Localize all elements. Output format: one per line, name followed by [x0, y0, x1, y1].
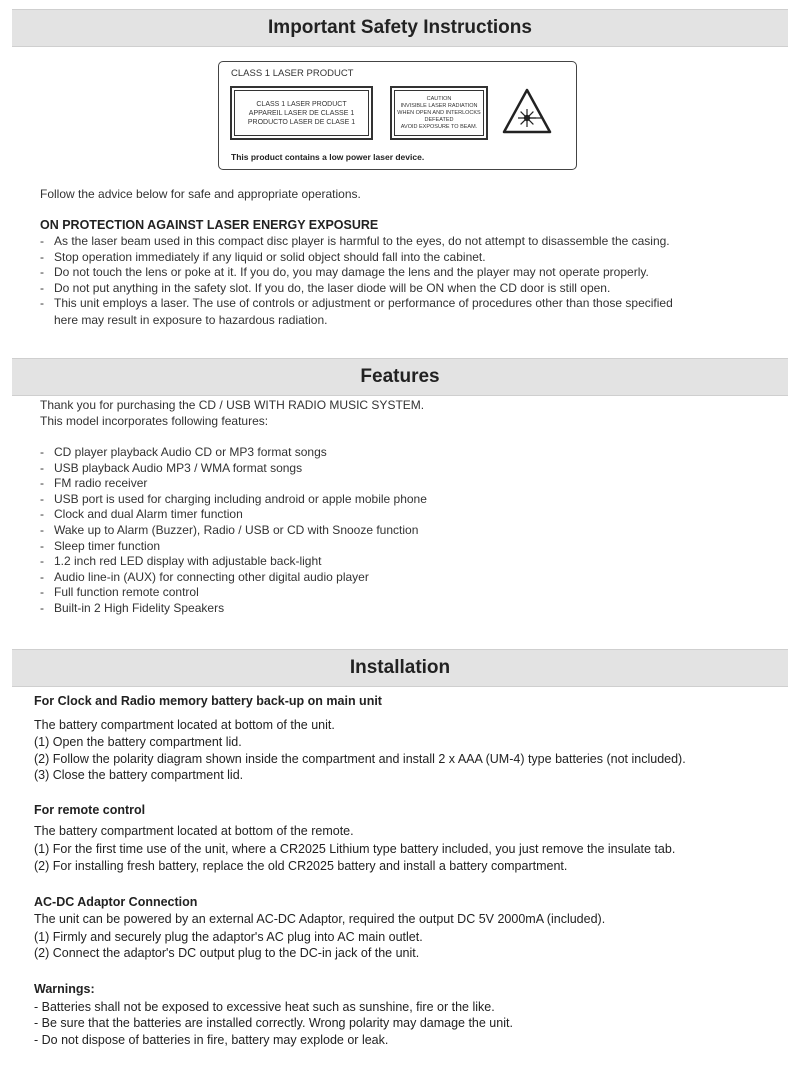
install-line: (1) For the first time use of the unit, where a CR2025 Lithium type battery included, you just remove the insulate tab. — [34, 842, 676, 856]
features-intro-2: This model incorporates following features: — [40, 414, 269, 428]
feature-item: - CD player playback Audio CD or MP3 format songs — [38, 445, 427, 461]
caution-line: AVOID EXPOSURE TO BEAM. — [400, 123, 478, 130]
laser-protection-heading: ON PROTECTION AGAINST LASER ENERGY EXPOSURE — [40, 218, 379, 232]
install-line: The battery compartment located at bottom of the unit. — [34, 718, 335, 732]
install-line: (1) Open the battery compartment lid. — [34, 735, 242, 749]
laser-protection-list — [38, 234, 673, 312]
caution-line: WHEN OPEN AND INTERLOCKS — [397, 109, 481, 116]
install-line: The unit can be powered by an external AC-DC Adaptor, required the output DC 5V 2000mA (included). — [34, 912, 606, 926]
features-list — [38, 445, 427, 617]
features-title: Features — [360, 366, 440, 387]
label-top-text: CLASS 1 LASER PRODUCT — [231, 68, 354, 79]
warnings-heading: Warnings: — [34, 982, 95, 996]
adaptor-heading: AC-DC Adaptor Connection — [34, 895, 198, 909]
class1-line: CLASS 1 LASER PRODUCT — [256, 100, 347, 108]
installation-title: Installation — [349, 657, 451, 678]
install-line: (3) Close the battery compartment lid. — [34, 768, 244, 782]
feature-item: - Audio line-in (AUX) for connecting other digital audio player — [38, 570, 427, 586]
safety-section-header — [12, 9, 788, 47]
laser-warning-icon — [502, 88, 552, 134]
feature-item: - Built-in 2 High Fidelity Speakers — [38, 601, 427, 617]
laser-product-label — [218, 61, 577, 170]
list-item: - As the laser beam used in this compact disc player is harmful to the eyes, do not attempt to disassemble the casing. — [38, 234, 673, 250]
feature-item: - Sleep timer function — [38, 539, 427, 555]
warning-line: - Batteries shall not be exposed to excessive heat such as sunshine, fire or the like. — [34, 1000, 495, 1014]
clock-battery-heading: For Clock and Radio memory battery back-up on main unit — [34, 694, 382, 708]
class1-line: APPAREIL LASER DE CLASSE 1 — [248, 109, 355, 117]
safety-title: Important Safety Instructions — [268, 17, 532, 38]
warning-line: - Be sure that the batteries are installed correctly. Wrong polarity may damage the unit. — [34, 1016, 513, 1030]
install-line: (2) For installing fresh battery, replace the old CR2025 battery and install a battery compartment. — [34, 859, 568, 873]
install-line: (2) Follow the polarity diagram shown inside the compartment and install 2 x AAA (UM-4) type batteries (not included). — [34, 752, 686, 766]
remote-control-heading: For remote control — [34, 803, 146, 817]
install-line: (1) Firmly and securely plug the adaptor's AC plug into AC main outlet. — [34, 930, 423, 944]
safety-intro: Follow the advice below for safe and appropriate operations. — [40, 187, 361, 201]
feature-item: - USB port is used for charging including android or apple mobile phone — [38, 492, 427, 508]
class1-line: PRODUCTO LASER DE CLASE 1 — [247, 118, 356, 126]
list-item: - Do not put anything in the safety slot. If you do, the laser diode will be ON when the CD door is still open. — [38, 281, 673, 297]
features-intro: Thank you for purchasing the CD / USB WITH RADIO MUSIC SYSTEM. — [40, 398, 425, 412]
feature-item: - Clock and dual Alarm timer function — [38, 507, 427, 523]
label-bottom-text: This product contains a low power laser device. — [231, 152, 425, 162]
installation-section-header — [12, 649, 788, 687]
caution-line: CAUTION — [426, 95, 452, 102]
feature-item: - Wake up to Alarm (Buzzer), Radio / USB or CD with Snooze function — [38, 523, 427, 539]
caution-line: INVISIBLE LASER RADIATION — [400, 102, 478, 109]
list-item-continuation: here may result in exposure to hazardous radiation. — [54, 313, 328, 327]
list-item: - This unit employs a laser. The use of controls or adjustment or performance of procedures other than those specified — [38, 296, 673, 312]
caution-label — [390, 86, 488, 140]
install-line: The battery compartment located at bottom of the remote. — [34, 824, 354, 838]
feature-item: - Full function remote control — [38, 585, 427, 601]
warning-line: - Do not dispose of batteries in fire, battery may explode or leak. — [34, 1033, 389, 1047]
features-section-header — [12, 358, 788, 396]
list-item: - Stop operation immediately if any liquid or solid object should fall into the cabinet. — [38, 250, 673, 266]
feature-item: - FM radio receiver — [38, 476, 427, 492]
list-item: - Do not touch the lens or poke at it. If you do, you may damage the lens and the player may not operate properly. — [38, 265, 673, 281]
feature-item: - USB playback Audio MP3 / WMA format songs — [38, 461, 427, 477]
caution-line: DEFEATED — [424, 116, 454, 123]
class1-label — [230, 86, 373, 140]
feature-item: - 1.2 inch red LED display with adjustable back-light — [38, 554, 427, 570]
install-line: (2) Connect the adaptor's DC output plug to the DC-in jack of the unit. — [34, 946, 420, 960]
